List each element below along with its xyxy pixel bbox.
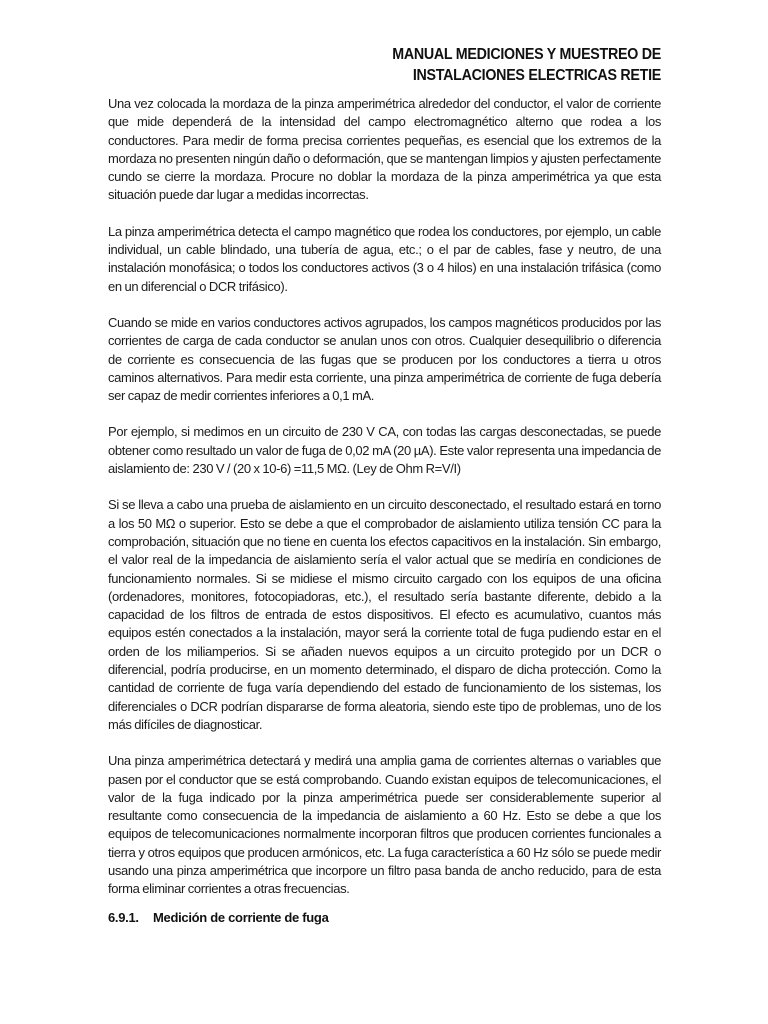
paragraph-ejemplo-230v: Por ejemplo, si medimos en un circuito de 230 V CA, con todas las cargas desconectadas, se puede obtener como resultado un valor de fuga de 0,02 mA (20 µA). Este valor representa una impedancia de aislamiento de: 230 V / (20 x 10-6) =11,5 MΩ. (Ley de Ohm R=V/I)	[108, 424, 661, 477]
paragraph-telecomunicaciones: Una pinza amperimétrica detectará y medirá una amplia gama de corrientes alternas o variables que pasen por el conductor que se está comprobando. Cuando existan equipos de telecomunicaciones, el valor de la fuga indicado por la pinza amperimétrica puede ser considerablemente superior al resultante como consecuencia de la impedancia de aislamiento a 60 Hz. Esto se debe a que los equipos de telecomunicaciones normalmente incorporan filtros que producen corrientes funcionales a tierra y otros equipos que producen armónicos, etc. La fuga característica a 60 Hz sólo se puede medir usando una pinza amperimétrica que incorpore un filtro pasa banda de ancho reducido, para de esta forma eliminar corrientes a otras frecuencias.	[108, 753, 661, 897]
paragraph-mordaza: Una vez colocada la mordaza de la pinza amperimétrica alrededor del conductor, el valor de corriente que mide dependerá de la intensidad del campo electromagnético alterno que rodea a los conductores. Para medir de forma precisa corrientes pequeñas, es esencial que los extremos de la mordaza no presenten ningún daño o deformación, que se mantengan limpios y ajusten perfectamente cundo se cierre la mordaza. Procure no doblar la mordaza de la pinza amperimétrica ya que esta situación puede dar lugar a medidas incorrectas.	[108, 96, 661, 203]
section-title: Medición de corriente de fuga	[153, 910, 329, 925]
header-title-line-1: MANUAL MEDICIONES Y MUESTREO DE	[392, 46, 661, 63]
document-header	[275, 44, 661, 86]
paragraph-conductores-agrupados: Cuando se mide en varios conductores activos agrupados, los campos magnéticos producidos por las corrientes de carga de cada conductor se anulan unos con otros. Cualquier desequilibrio o diferencia de corriente es consecuencia de las fugas que se producen por los conductores a tierra u otros caminos alternativos. Para medir esta corriente, una pinza amperimétrica de corriente de fuga debería ser capaz de medir corrientes inferiores a 0,1 mA.	[108, 314, 661, 404]
section-number: 6.9.1.	[108, 910, 139, 925]
paragraph-prueba-aislamiento: Si se lleva a cabo una prueba de aislamiento en un circuito desconectado, el resultado estará en torno a los 50 MΩ o superior. Esto se debe a que el comprobador de aislamiento utiliza tensión CC para la comprobación, situación que no tiene en cuenta los efectos capacitivos en la instalación. Sin embargo, el valor real de la impedancia de aislamiento sería el valor actual que se mediría en condiciones de funcionamiento normales. Si se midiese el mismo circuito cargado con los equipos de una oficina (ordenadores, monitores, fotocopiadoras, etc.), el resultado sería bastante diferente, debido a la capacidad de los filtros de entrada de estos dispositivos. El efecto es acumulativo, cuantos más equipos estén conectados a la instalación, mayor será la corriente total de fuga pudiendo estar en el orden de los miliamperios. Si se añaden nuevos equipos a un circuito protegido por un DCR o diferencial, podría producirse, en un momento determinado, el disparo de dicha protección. Como la cantidad de corriente de fuga varía dependiendo del estado de funcionamiento de los sistemas, los diferenciales o DCR podrían dispararse de forma aleatoria, siendo este tipo de problemas, uno de los más difíciles de diagnosticar.	[108, 497, 661, 732]
section-heading	[108, 909, 329, 927]
document-body	[108, 95, 661, 917]
paragraph-campo-magnetico: La pinza amperimétrica detecta el campo magnético que rodea los conductores, por ejemplo, un cable individual, un cable blindado, una tubería de agua, etc.; o el par de cables, fase y neutro, de una instalación monofásica; o todos los conductores activos (3 o 4 hilos) en una instalación trifásica (como en un diferencial o DCR trifásico).	[108, 223, 661, 294]
header-title-line-2: INSTALACIONES ELECTRICAS RETIE	[412, 67, 661, 84]
